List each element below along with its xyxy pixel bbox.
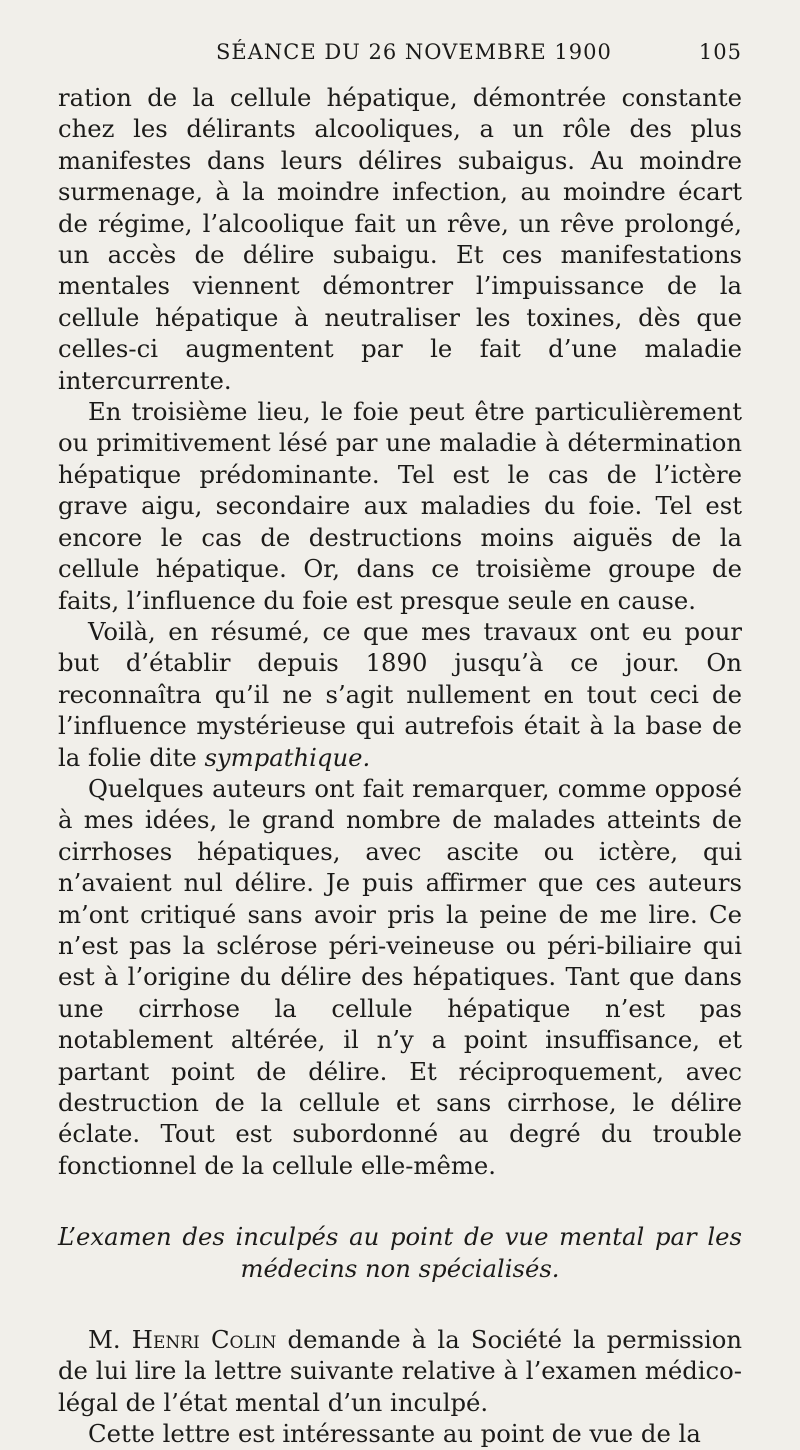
paragraph-3-text: Voilà, en résumé, ce que mes travaux ont eu pour but d’établir depuis 1890 jusqu’à ce jour. On reconnaîtra qu’il ne s’agit nullement en tout ceci de l’influence mystérieuse qui autrefois était à la base de la folie dite xyxy=(58,616,742,772)
page-number: 105 xyxy=(698,40,742,64)
paragraph-4: Quelques auteurs ont fait remarquer, comme opposé à mes idées, le grand nombre de malades atteints de cirrhoses hépatiques, avec ascite ou ictère, qui n’avaient nul délire. Je puis affirmer que ces auteurs m’ont critiqué sans avoir pris la peine de me lire. Ce n’est pas la sclérose péri-veineuse ou péri-biliaire qui est à l’origine du délire des hépatiques. Tant que dans une cirrhose la cellule hépatique n’est pas notablement altérée, il n’y a point insuffisance, et partant point de délire. Et réciproquement, avec destruction de la cellule et sans cirrhose, le délire éclate. Tout est subordonné au degré du trouble fonctionnel de la cellule elle-même. xyxy=(58,773,742,1180)
running-title: SÉANCE DU 26 NOVEMBRE 1900 xyxy=(216,40,612,64)
paragraph-3 xyxy=(58,616,742,773)
speaker-name: M. Henri Colin xyxy=(88,1325,277,1355)
paragraph-5 xyxy=(58,1324,742,1418)
closing-text xyxy=(58,1324,742,1450)
paragraph-1: ration de la cellule hépatique, démontrée constante chez les délirants alcooliques, a un rôle des plus manifestes dans leurs délires subaigus. Au moindre surmenage, à la moindre infection, au moindre écart de régime, l’alcoolique fait un rêve, un rêve prolongé, un accès de délire subaigu. Et ces manifestations mentales viennent démontrer l’impuissance de la cellule hépatique à neutraliser les toxines, dès que celles-ci augmentent par le fait d’une maladie intercurrente. xyxy=(58,83,742,395)
paragraph-2: En troisième lieu, le foie peut être particulièrement ou primitivement lésé par une maladie à détermination hépatique prédominante. Tel est le cas de l’ictère grave aigu, secondaire aux maladies du foie. Tel est encore le cas de destructions moins aiguës de la cellule hépatique. Or, dans ce troisième groupe de faits, l’influence du foie est presque seule en cause. xyxy=(58,397,742,615)
section-heading xyxy=(58,1221,742,1284)
page-header xyxy=(58,40,742,82)
paragraph-5-text: demande à la Société la permission de lui lire la lettre suivante relative à l’examen médico-légal de l’état mental d’un inculpé. xyxy=(58,1325,742,1417)
body-text xyxy=(58,82,742,1181)
paragraph-3-italic: sympathique. xyxy=(204,742,371,772)
section-heading-line-1: L’examen des inculpés au point de vue mental par les xyxy=(58,1222,742,1252)
paragraph-6: Cette lettre est intéressante au point de vue de la xyxy=(88,1419,701,1449)
section-heading-line-2: médecins non spécialisés. xyxy=(240,1253,560,1283)
